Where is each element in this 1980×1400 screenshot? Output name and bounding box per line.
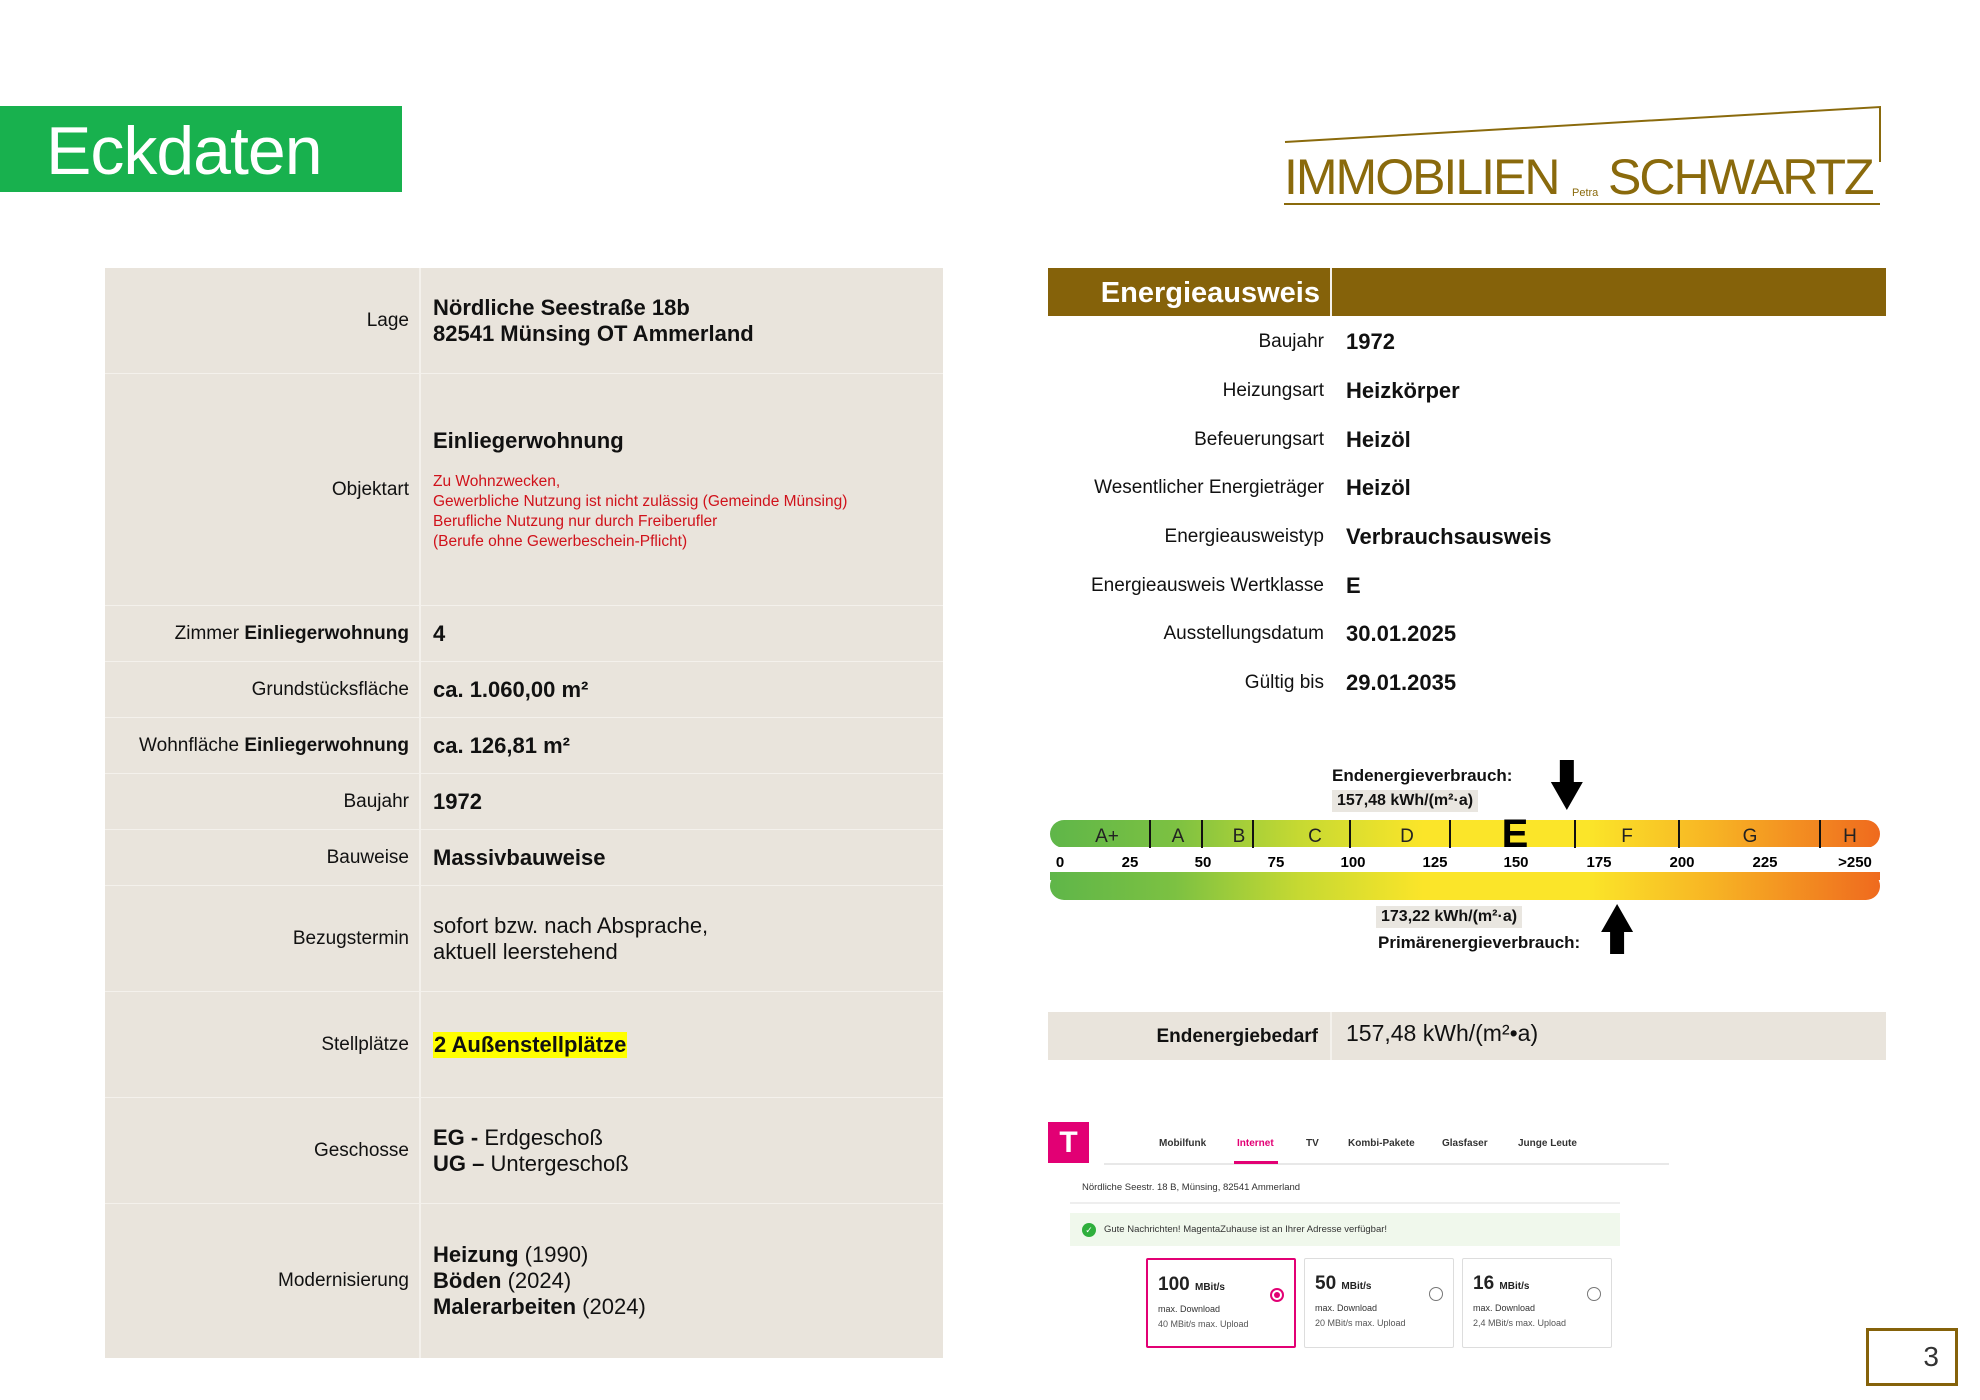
page-title-box [0, 106, 402, 192]
tick-label: >250 [1838, 854, 1872, 871]
label-wohnflaeche: Wohnfläche Einliegerwohnung [105, 718, 421, 773]
plan-card-16[interactable]: 16 MBit/s max. Download 2,4 MBit/s max. Upload [1462, 1258, 1612, 1348]
grundstueck-value: ca. 1.060,00 m² [433, 676, 589, 702]
class-label-c: C [1308, 826, 1322, 847]
tick-label: 0 [1055, 854, 1065, 871]
wohnflaeche-value: ca. 126,81 m² [433, 732, 570, 758]
label-zimmer: Zimmer Einliegerwohnung [105, 606, 421, 661]
row-baujahr [105, 774, 943, 830]
nav-junge-leute[interactable]: Junge Leute [1518, 1138, 1577, 1149]
radio-icon[interactable] [1587, 1287, 1601, 1301]
label-grundstueck: Grundstücksfläche [105, 662, 421, 717]
endenergiebedarf-label: Endenergiebedarf [1048, 1012, 1332, 1060]
radio-icon[interactable] [1429, 1287, 1443, 1301]
objektart-note-4: (Berufe ohne Gewerbeschein-Pflicht) [433, 532, 688, 550]
label-objektart: Objektart [105, 374, 421, 605]
tick-label: 175 [1586, 854, 1612, 871]
ea-row-baujahr: Baujahr 1972 [1258, 329, 1395, 354]
primary-energy-value: 173,22 kWh/(m²·a) [1376, 906, 1522, 928]
end-energy-arrow-icon [1551, 760, 1583, 810]
label-baujahr: Baujahr [105, 774, 421, 829]
telekom-logo-icon: T [1048, 1122, 1089, 1163]
end-energy-value: 157,48 kWh/(m²·a) [1332, 790, 1478, 812]
class-label-aplus: A+ [1095, 826, 1119, 847]
radio-selected-icon[interactable] [1270, 1288, 1284, 1302]
geschoss-eg: EG - Erdgeschoß [433, 1124, 603, 1150]
label-bezugstermin: Bezugstermin [105, 886, 421, 991]
check-circle-icon: ✓ [1082, 1223, 1096, 1237]
geschoss-ug: UG – Untergeschoß [433, 1150, 629, 1176]
label-geschosse: Geschosse [105, 1098, 421, 1203]
label-lage: Lage [105, 268, 421, 373]
energieausweis-title: Energieausweis [1048, 268, 1332, 316]
logo-word-schwartz: SCHWARTZ [1608, 149, 1873, 205]
bezug-line2: aktuell leerstehend [433, 938, 618, 964]
tick-label: 200 [1669, 854, 1695, 871]
bezug-line1: sofort bzw. nach Absprache, [433, 912, 709, 938]
ea-row-ausweistyp: Energieausweistyp Verbrauchsausweis [1164, 524, 1552, 549]
class-label-a: A [1171, 826, 1185, 847]
ea-row-wertklasse: Energieausweis Wertklasse E [1090, 573, 1361, 598]
lage-line2: 82541 Münsing OT Ammerland [433, 320, 754, 346]
row-stellplaetze [105, 992, 943, 1098]
class-label-h: H [1843, 826, 1857, 847]
ea-row-ausstellungsdatum: Ausstellungsdatum 30.01.2025 [1163, 621, 1457, 646]
tick-label: 125 [1422, 854, 1448, 871]
primary-energy-arrow-icon [1601, 904, 1633, 954]
endenergiebedarf-value: 157,48 kWh/(m²•a) [1346, 1020, 1539, 1046]
logo-word-petra: Petra [1572, 187, 1599, 199]
tick-label: 75 [1267, 854, 1285, 871]
address-field[interactable]: Nördliche Seestr. 18 B, Münsing, 82541 Ammerland [1070, 1168, 1620, 1204]
ea-row-befeuerungsart: Befeuerungsart Heizöl [1194, 427, 1411, 452]
logo-word-immobilien: IMMOBILIEN [1284, 149, 1559, 205]
class-label-e: E [1501, 812, 1529, 856]
end-energy-label: Endenergieverbrauch: [1332, 766, 1513, 785]
objektart-note-1: Zu Wohnzwecken, [433, 472, 561, 490]
baujahr-value: 1972 [433, 788, 482, 814]
tick-label: 50 [1194, 854, 1212, 871]
objektart-note-3: Berufliche Nutzung nur durch Freiberufler [433, 512, 718, 530]
nav-glasfaser[interactable]: Glasfaser [1442, 1138, 1488, 1149]
ea-row-heizungsart: Heizungsart Heizkörper [1222, 378, 1460, 403]
energieausweis-header [1048, 268, 1886, 316]
nav-internet[interactable]: Internet [1237, 1138, 1274, 1149]
zimmer-value: 4 [433, 620, 446, 646]
class-label-d: D [1400, 826, 1414, 847]
label-bauweise: Bauweise [105, 830, 421, 885]
plan-card-100[interactable]: 100 MBit/s max. Download 40 MBit/s max. Upload [1146, 1258, 1296, 1348]
nav-tv[interactable]: TV [1306, 1138, 1319, 1149]
row-grundstueck [105, 662, 943, 718]
company-logo [1280, 104, 1892, 214]
primary-energy-label: Primärenergieverbrauch: [1378, 933, 1581, 952]
lage-line1: Nördliche Seestraße 18b [433, 294, 690, 320]
row-bezugstermin [105, 886, 943, 992]
row-geschosse [105, 1098, 943, 1204]
modern-boeden: Böden (2024) [433, 1268, 572, 1293]
tick-label: 225 [1752, 854, 1778, 871]
tick-label: 100 [1340, 854, 1366, 871]
nav-kombi-pakete[interactable]: Kombi-Pakete [1348, 1138, 1415, 1149]
row-wohnflaeche [105, 718, 943, 774]
plan-card-50[interactable]: 50 MBit/s max. Download 20 MBit/s max. Upload [1304, 1258, 1454, 1348]
class-label-f: F [1621, 826, 1633, 847]
class-label-b: B [1232, 826, 1246, 847]
scale-bar-bottom-cap [1050, 872, 1880, 880]
key-data-table [105, 268, 943, 1358]
label-stellplaetze: Stellplätze [105, 992, 421, 1097]
objektart-value: Einliegerwohnung [433, 427, 624, 453]
page-title: Eckdaten [46, 113, 322, 189]
bauweise-value: Massivbauweise [433, 844, 606, 870]
label-modernisierung: Modernisierung [105, 1204, 421, 1358]
page-number: 3 [1866, 1328, 1958, 1386]
stellplaetze-value: 2 Außenstellplätze [434, 1031, 627, 1057]
tick-label: 25 [1121, 854, 1139, 871]
tick-label: 150 [1503, 854, 1529, 871]
telekom-availability-screenshot [1048, 1118, 1624, 1356]
modern-heizung: Heizung (1990) [433, 1242, 589, 1267]
ea-row-energietraeger: Wesentlicher Energieträger Heizöl [1094, 475, 1411, 500]
row-lage [105, 268, 943, 374]
nav-active-indicator [1234, 1161, 1278, 1164]
class-label-g: G [1742, 826, 1758, 847]
energy-scale [1050, 760, 1890, 960]
row-modernisierung [105, 1204, 943, 1358]
row-objektart [105, 374, 943, 606]
nav-mobilfunk[interactable]: Mobilfunk [1159, 1138, 1207, 1149]
availability-message: ✓ Gute Nachrichten! MagentaZuhause ist an Ihrer Adresse verfügbar! [1070, 1213, 1620, 1246]
modern-maler: Malerarbeiten (2024) [433, 1294, 646, 1319]
row-bauweise [105, 830, 943, 886]
nav-underline [1104, 1163, 1669, 1165]
objektart-note-2: Gewerbliche Nutzung ist nicht zulässig (Gemeinde Münsing) [433, 492, 848, 510]
endenergiebedarf-row [1048, 1012, 1886, 1060]
row-zimmer [105, 606, 943, 662]
ea-row-gueltig-bis: Gültig bis 29.01.2035 [1244, 670, 1457, 695]
